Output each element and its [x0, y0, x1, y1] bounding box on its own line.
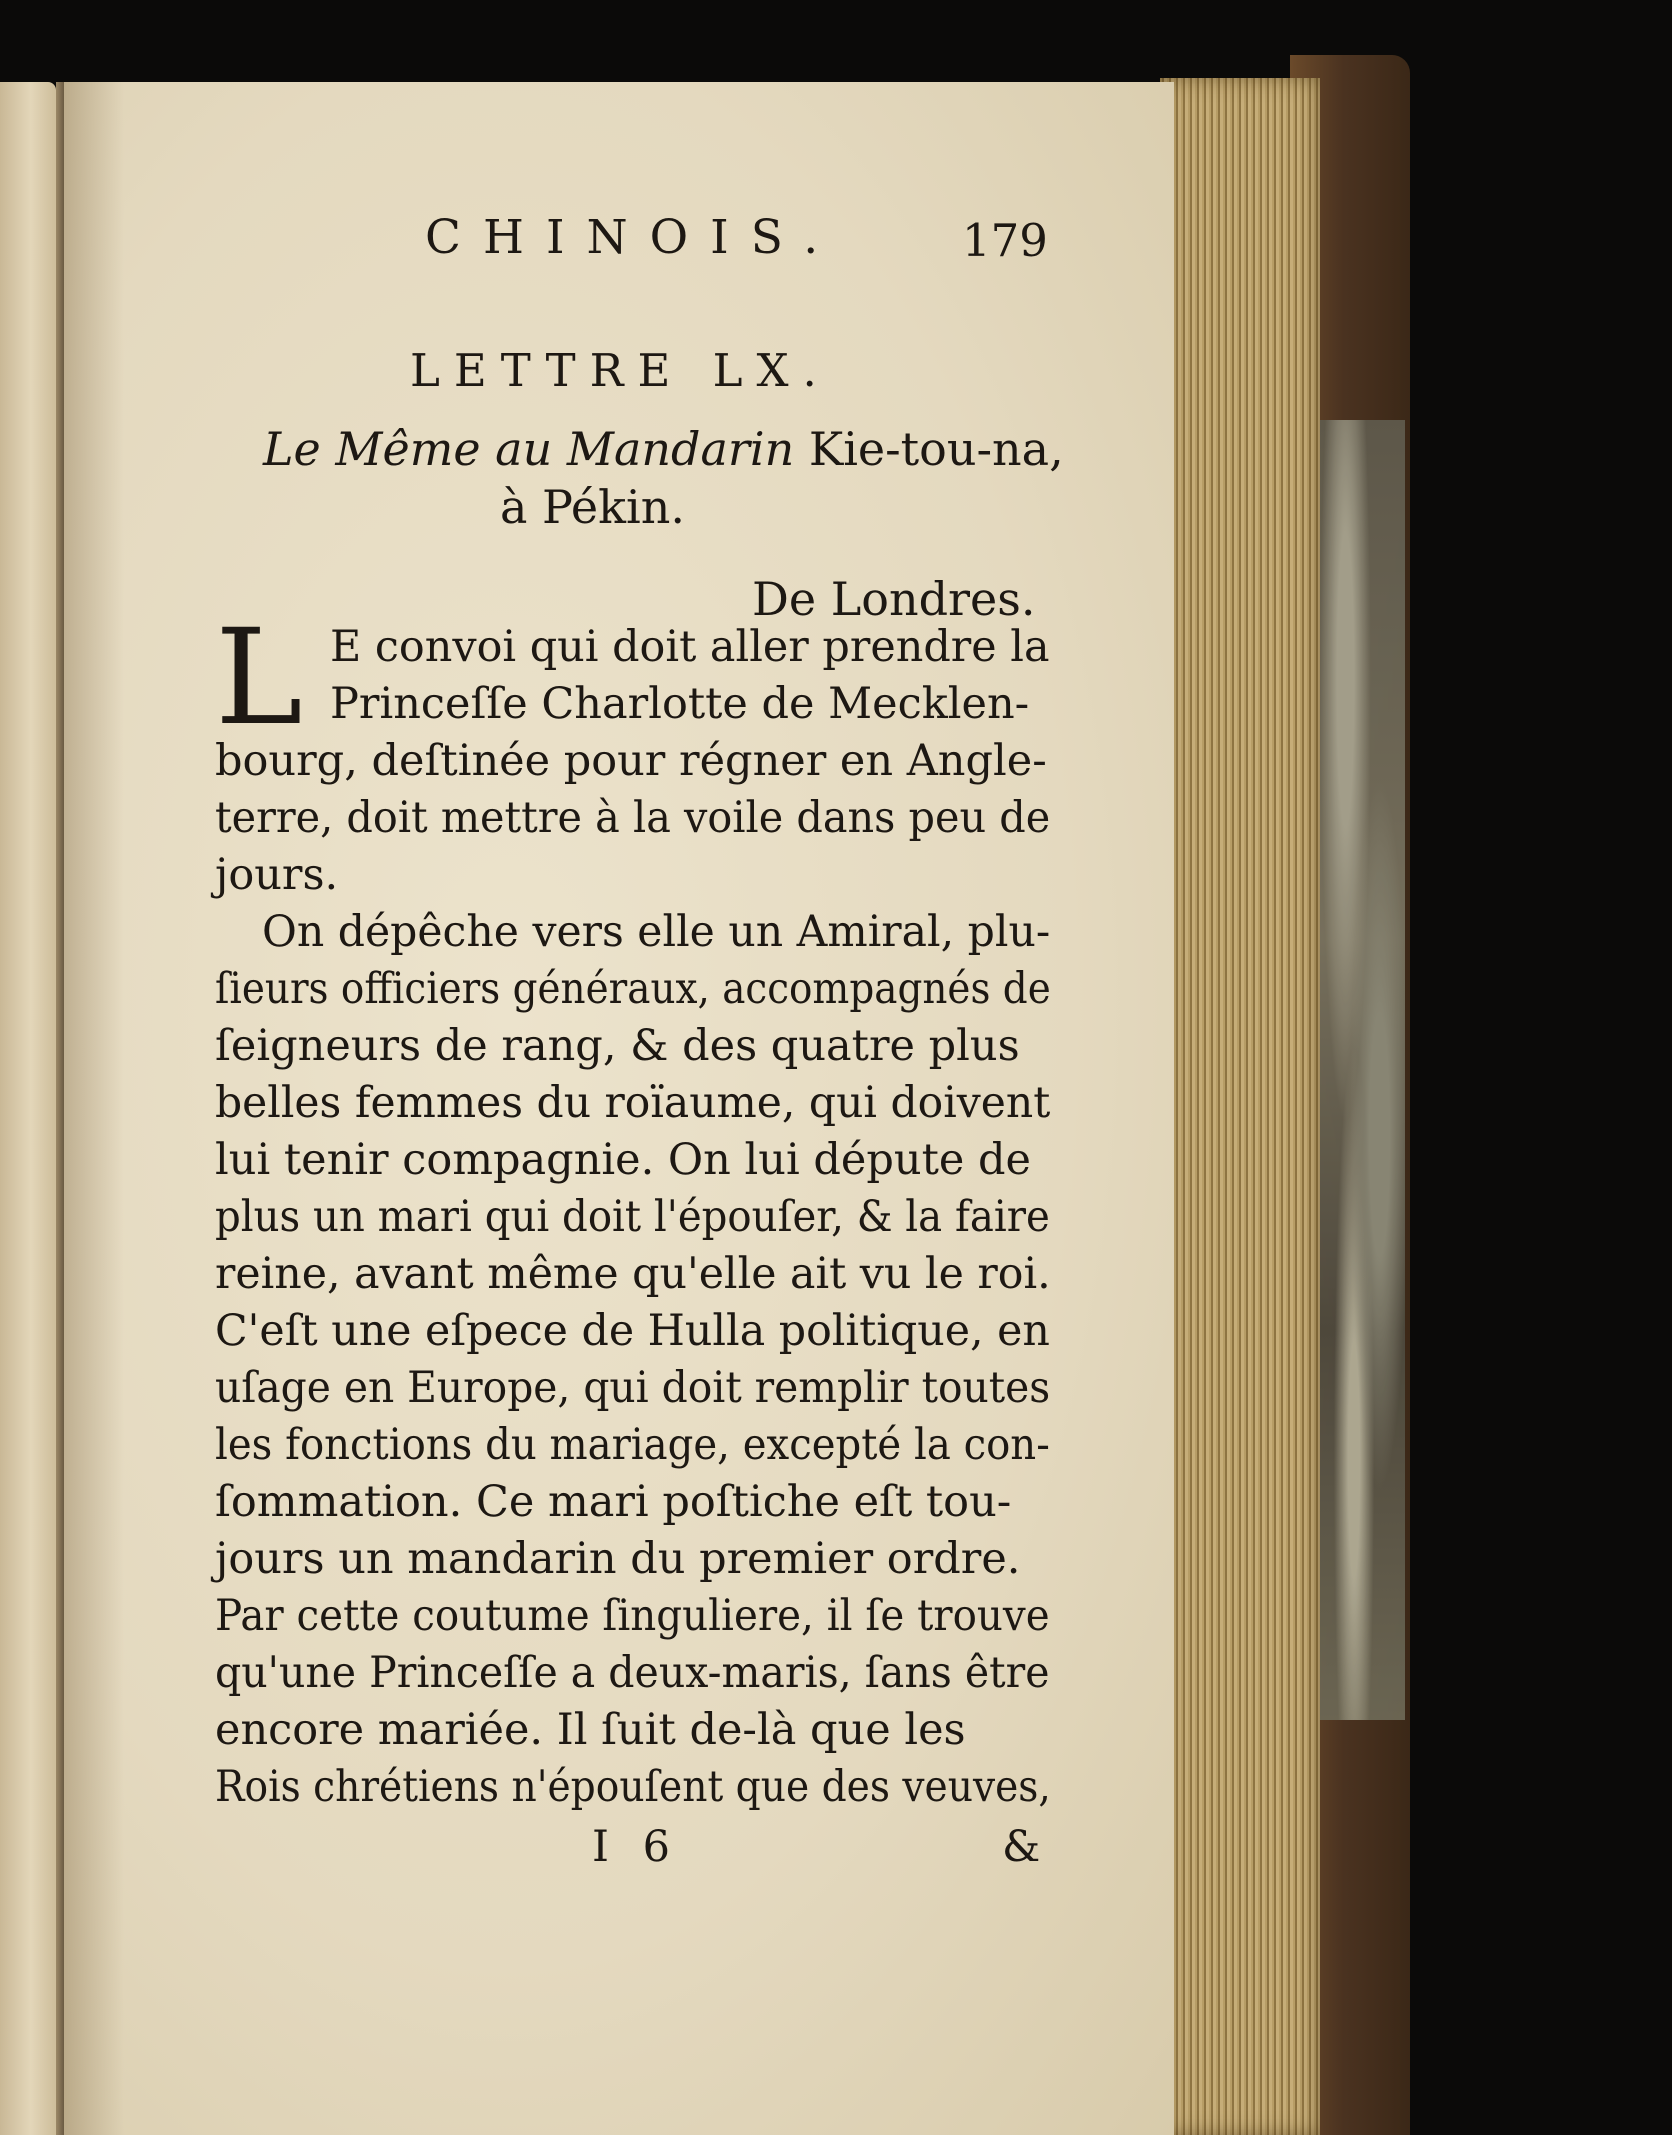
- gilded-page-edges: [1160, 78, 1320, 2135]
- body-line: jours un mandarin du premier ordre.: [215, 1534, 1021, 1584]
- running-title: CHINOIS.: [425, 210, 841, 265]
- marbled-cover-panel: [1320, 420, 1405, 1720]
- letter-title: LETTRE LX.: [410, 344, 831, 397]
- body-line: E convoi qui doit aller prendre la: [330, 622, 1050, 672]
- page-number: 179: [962, 214, 1048, 267]
- body-line: jours.: [215, 850, 339, 900]
- body-line: bourg, deſtinée pour régner en Angle-: [215, 736, 1047, 786]
- body-line: C'eſt une eſpece de Hulla politique, en: [215, 1306, 1050, 1356]
- letter-place: De Londres.: [752, 572, 1036, 626]
- body-line: plus un mari qui doit l'épouſer, & la faire: [215, 1192, 1050, 1242]
- letter-address-line-2: à Pékin.: [500, 480, 685, 534]
- body-line: qu'une Princeſſe a deux-maris, ſans être: [215, 1648, 1050, 1698]
- body-line: ſieurs officiers généraux, accompagnés de: [215, 964, 1051, 1014]
- catchword: &: [1002, 1822, 1041, 1872]
- letter-address: [263, 422, 1064, 476]
- address-name: Kie-tou-na,: [808, 422, 1064, 476]
- signature-mark: I 6: [592, 1822, 681, 1872]
- address-italic: Le Même au Mandarin: [263, 422, 795, 476]
- left-page-shadow: [56, 82, 64, 2135]
- body-line: Princeſſe Charlotte de Mecklen-: [330, 679, 1030, 729]
- body-line: On dépêche vers elle un Amiral, plu-: [262, 907, 1051, 957]
- left-page-edge: [0, 82, 56, 2135]
- body-line: uſage en Europe, qui doit remplir toutes: [215, 1363, 1051, 1413]
- body-line: belles femmes du roïaume, qui doivent: [215, 1078, 1051, 1128]
- body-line: Par cette coutume ſinguliere, il ſe trouve: [215, 1591, 1050, 1641]
- page-gutter-shadow: [64, 82, 124, 2135]
- body-line: les fonctions du mariage, excepté la con-: [215, 1420, 1050, 1470]
- body-line: lui tenir compagnie. On lui députe de: [215, 1135, 1031, 1185]
- body-line: ſommation. Ce mari poſtiche eſt tou-: [215, 1477, 1012, 1527]
- body-line: Rois chrétiens n'épouſent que des veuves,: [215, 1762, 1051, 1812]
- body-line: terre, doit mettre à la voile dans peu de: [215, 793, 1051, 843]
- drop-cap: L: [215, 601, 303, 755]
- body-line: reine, avant même qu'elle ait vu le roi.: [215, 1249, 1051, 1299]
- body-line: encore mariée. Il ſuit de-là que les: [215, 1705, 966, 1755]
- body-line: ſeigneurs de rang, & des quatre plus: [215, 1021, 1020, 1071]
